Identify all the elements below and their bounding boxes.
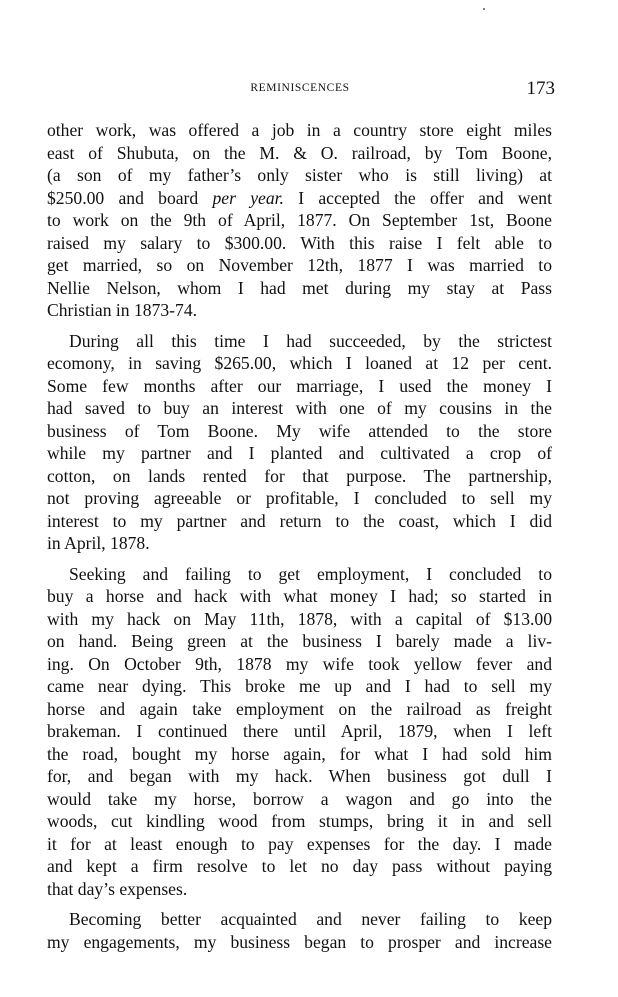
text-line: would take my horse, borrow a wagon and go into the — [47, 788, 552, 809]
paragraph-2 — [47, 330, 552, 555]
italic-phrase: per year. — [212, 187, 284, 208]
paragraph-1 — [47, 119, 552, 322]
text-line: Becoming better acquainted and never failing to keep — [69, 909, 552, 929]
text-line: to work on the 9th of April, 1877. On September 1st, Boone — [47, 210, 552, 230]
text-line: other work, was offered a job in a country store eight miles — [47, 120, 552, 140]
text-line: my engagements, my business began to prosper and increase — [47, 931, 552, 952]
text-line: $250.00 and board per year. I accepted the offer and went — [47, 187, 552, 208]
paragraph-4 — [47, 908, 552, 953]
text-line: buy a horse and hack with what money I had; so started in — [47, 586, 552, 606]
body-text — [47, 119, 552, 953]
text-line: (a son of my father’s only sister who is still living) at — [47, 165, 552, 185]
text-line: had saved to buy an interest with one of my cousins in the — [47, 398, 552, 418]
running-head — [0, 80, 618, 100]
text-line: horse and again take employment on the railroad as freight — [47, 698, 552, 719]
text-line: came near dying. This broke me up and I had to sell my — [47, 676, 552, 696]
text-line: interest to my partner and return to the coast, which I did — [47, 510, 552, 531]
text-line: east of Shubuta, on the M. & O. railroad, by Tom Boone, — [47, 142, 552, 163]
text-line: get married, so on November 12th, 1877 I was married to — [47, 255, 552, 275]
text-line: the road, bought my horse again, for what I had sold him — [47, 743, 552, 764]
text-line: raised my salary to $300.00. With this raise I felt able to — [47, 232, 552, 253]
running-title: REMINISCENCES — [250, 82, 350, 94]
text-line: while my partner and I planted and cultivated a crop of — [47, 443, 552, 463]
text-line: with my hack on May 11th, 1878, with a capital of $13.00 — [47, 608, 552, 629]
text-line: on hand. Being green at the business I barely made a liv- — [47, 631, 552, 651]
text-line: not proving agreeable or profitable, I concluded to sell my — [47, 488, 552, 508]
text-line: ecomony, in saving $265.00, which I loaned at 12 per cent. — [47, 353, 552, 373]
text-line: Some few months after our marriage, I used the money I — [47, 375, 552, 396]
text-line: Christian in 1873-74. — [47, 300, 198, 320]
text-line: it for at least enough to pay expenses for the day. I made — [47, 833, 552, 854]
text-line: and kept a firm resolve to let no day pass without paying — [47, 856, 552, 876]
speck-mark — [483, 8, 485, 10]
text-line: Seeking and failing to get employment, I concluded to — [69, 563, 552, 584]
page-number: 173 — [526, 78, 555, 99]
text-line: that day’s expenses. — [47, 878, 188, 899]
text-line: cotton, on lands rented for that purpose. The partnership, — [47, 465, 552, 486]
text-line: brakeman. I continued there until April, 1879, when I left — [47, 721, 552, 741]
text-line: During all this time I had succeeded, by the strictest — [69, 330, 552, 351]
text-line: for, and began with my hack. When business got dull I — [47, 766, 552, 786]
text-line: in April, 1878. — [47, 533, 150, 553]
text-line: woods, cut kindling wood from stumps, bring it in and sell — [47, 811, 552, 831]
text-line: ing. On October 9th, 1878 my wife took yellow fever and — [47, 653, 552, 674]
paragraph-3 — [47, 563, 552, 901]
text-line: business of Tom Boone. My wife attended to the store — [47, 420, 552, 441]
text-line: Nellie Nelson, whom I had met during my stay at Pass — [47, 277, 552, 298]
